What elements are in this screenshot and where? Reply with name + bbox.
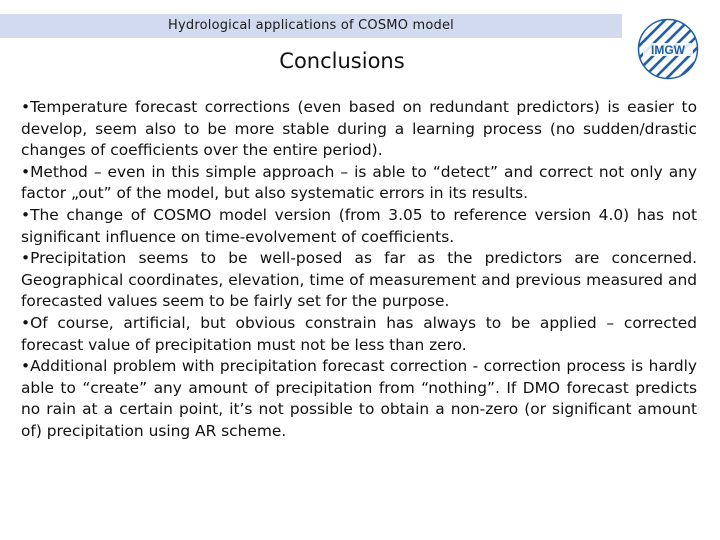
list-item: •Temperature forecast corrections (even based on redundant predictors) is easier to develop, seem also to be more stable during a learning process (no sudden/drastic changes of coefficients over the entire period). <box>21 98 697 160</box>
list-item: •Of course, artificial, but obvious constrain has always to be applied – corrected forecast value of precipitation must not be less than zero. <box>21 313 697 354</box>
svg-text:IMGW: IMGW <box>651 43 685 57</box>
presentation-title: Hydrological applications of COSMO model <box>168 18 454 33</box>
list-item: •Precipitation seems to be well-posed as far as the predictors are concerned. Geographical coordinates, elevation, time of measurement and previous measured and forecasted values seem to be fairly set for the purpose. <box>21 249 697 311</box>
slide-title: Conclusions <box>279 49 405 73</box>
list-item: •Method – even in this simple approach – is able to “detect” and correct not only any factor „out” of the model, but also systematic errors in its results. <box>21 162 697 203</box>
list-item: •The change of COSMO model version (from 3.05 to reference version 4.0) has not significant influence on time-evolvement of coefficients. <box>21 205 697 246</box>
conclusions-list <box>21 97 697 443</box>
list-item: •Additional problem with precipitation forecast correction - correction process is hardly able to “create” any amount of precipitation from “nothing”. If DMO forecast predicts no rain at a certain point, it’s not possible to obtain a non-zero (or significant amount of) precipitation using AR scheme. <box>21 357 697 440</box>
